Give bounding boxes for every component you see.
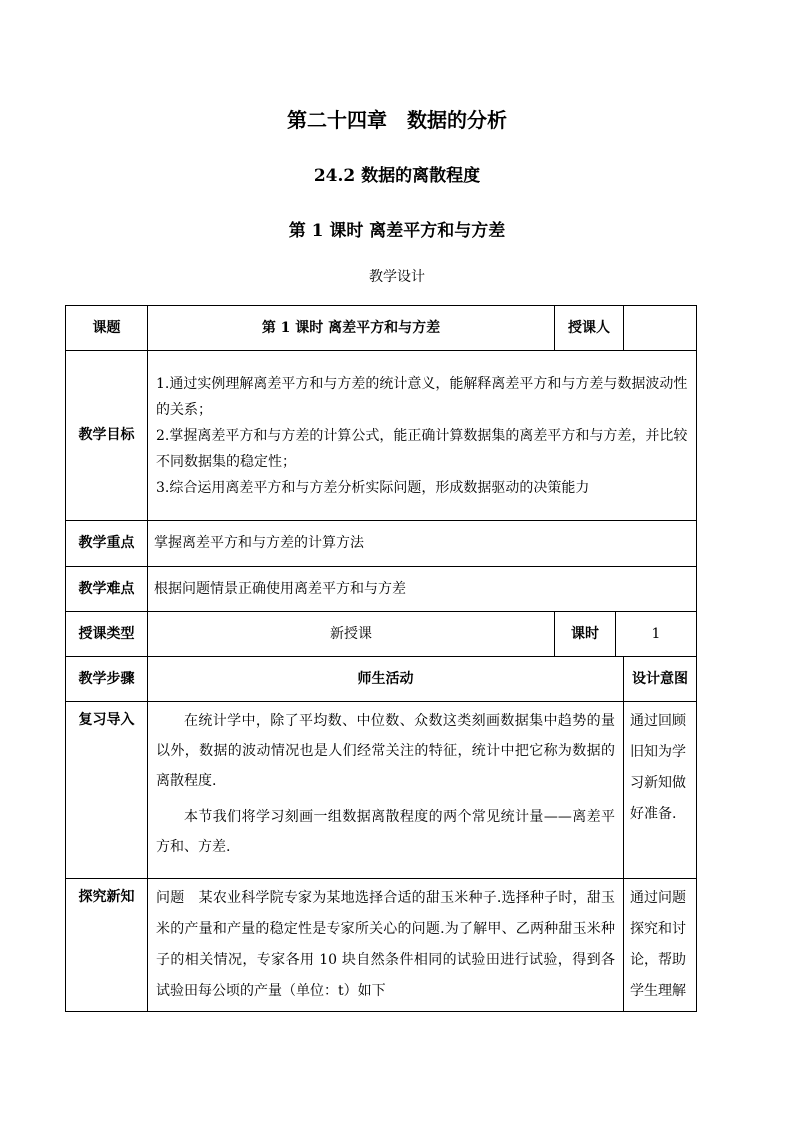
activity-header: 师生活动 xyxy=(148,657,624,702)
goal-item: 1.通过实例理解离差平方和与方差的统计意义，能解释离差平方和与方差与数据波动性的关系； xyxy=(156,375,688,418)
lesson-title: 第 1 课时 离差平方和与方差 xyxy=(288,221,506,241)
step-label: 复习导入 xyxy=(66,702,148,879)
topic-row xyxy=(66,306,697,351)
hours-label: 课时 xyxy=(555,612,616,657)
goals-label: 教学目标 xyxy=(66,351,148,521)
difficulty-row xyxy=(66,567,697,612)
lesson-plan-table xyxy=(65,305,697,1012)
activity-cell xyxy=(148,702,624,879)
intent-cell: 通过回顾旧知为学习新知做好准备. xyxy=(624,702,697,879)
topic-label: 课题 xyxy=(66,306,148,351)
teacher-value xyxy=(624,306,697,351)
intent-header: 设计意图 xyxy=(624,657,697,702)
steps-header-row xyxy=(66,657,697,702)
intent-cell: 通过问题探究和讨论，帮助学生理解 xyxy=(624,879,697,1012)
topic-value: 第 1 课时 离差平方和与方差 xyxy=(148,306,555,351)
document-type: 教学设计 xyxy=(369,269,425,285)
difficulty-label: 教学难点 xyxy=(66,567,148,612)
key-point-value: 掌握离差平方和与方差的计算方法 xyxy=(148,521,697,567)
step-row-review xyxy=(66,702,697,879)
activity-paragraph: 问题 某农业科学院专家为某地选择合适的甜玉米种子.选择种子时，甜玉米的产量和产量的稳定性是专家所关心的问题.为了解甲、乙两种甜玉米种子的相关情况，专家各用 10 块自然条件相同的试验田进行试验，得到各试验田每公顷的产量（单位：t）如下 xyxy=(156,890,615,999)
lesson-type-label: 授课类型 xyxy=(66,612,148,657)
key-point-row xyxy=(66,521,697,567)
goal-item: 2.掌握离差平方和与方差的计算公式，能正确计算数据集的离差平方和与方差，并比较不同数据集的稳定性； xyxy=(156,427,688,470)
step-row-explore xyxy=(66,879,697,1012)
lesson-type-row xyxy=(66,612,697,657)
step-label: 探究新知 xyxy=(66,879,148,1012)
section-title: 24.2 数据的离散程度 xyxy=(313,166,481,186)
difficulty-value: 根据问题情景正确使用离差平方和与方差 xyxy=(148,567,697,612)
chapter-title: 第二十四章 数据的分析 xyxy=(287,108,507,132)
teacher-label: 授课人 xyxy=(555,306,624,351)
goals-cell xyxy=(148,351,697,521)
steps-header: 教学步骤 xyxy=(66,657,148,702)
activity-paragraph: 在统计学中，除了平均数、中位数、众数这类刻画数据集中趋势的量以外，数据的波动情况也是人们经常关注的特征，统计中把它称为数据的离散程度. xyxy=(156,713,615,789)
lesson-type-value: 新授课 xyxy=(148,612,555,657)
activity-cell xyxy=(148,879,624,1012)
goal-item: 3.综合运用离差平方和与方差分析实际问题，形成数据驱动的决策能力 xyxy=(156,479,590,496)
key-point-label: 教学重点 xyxy=(66,521,148,567)
activity-paragraph: 本节我们将学习刻画一组数据离散程度的两个常见统计量——离差平方和、方差. xyxy=(156,809,615,855)
goals-row xyxy=(66,351,697,521)
hours-value: 1 xyxy=(616,612,697,657)
